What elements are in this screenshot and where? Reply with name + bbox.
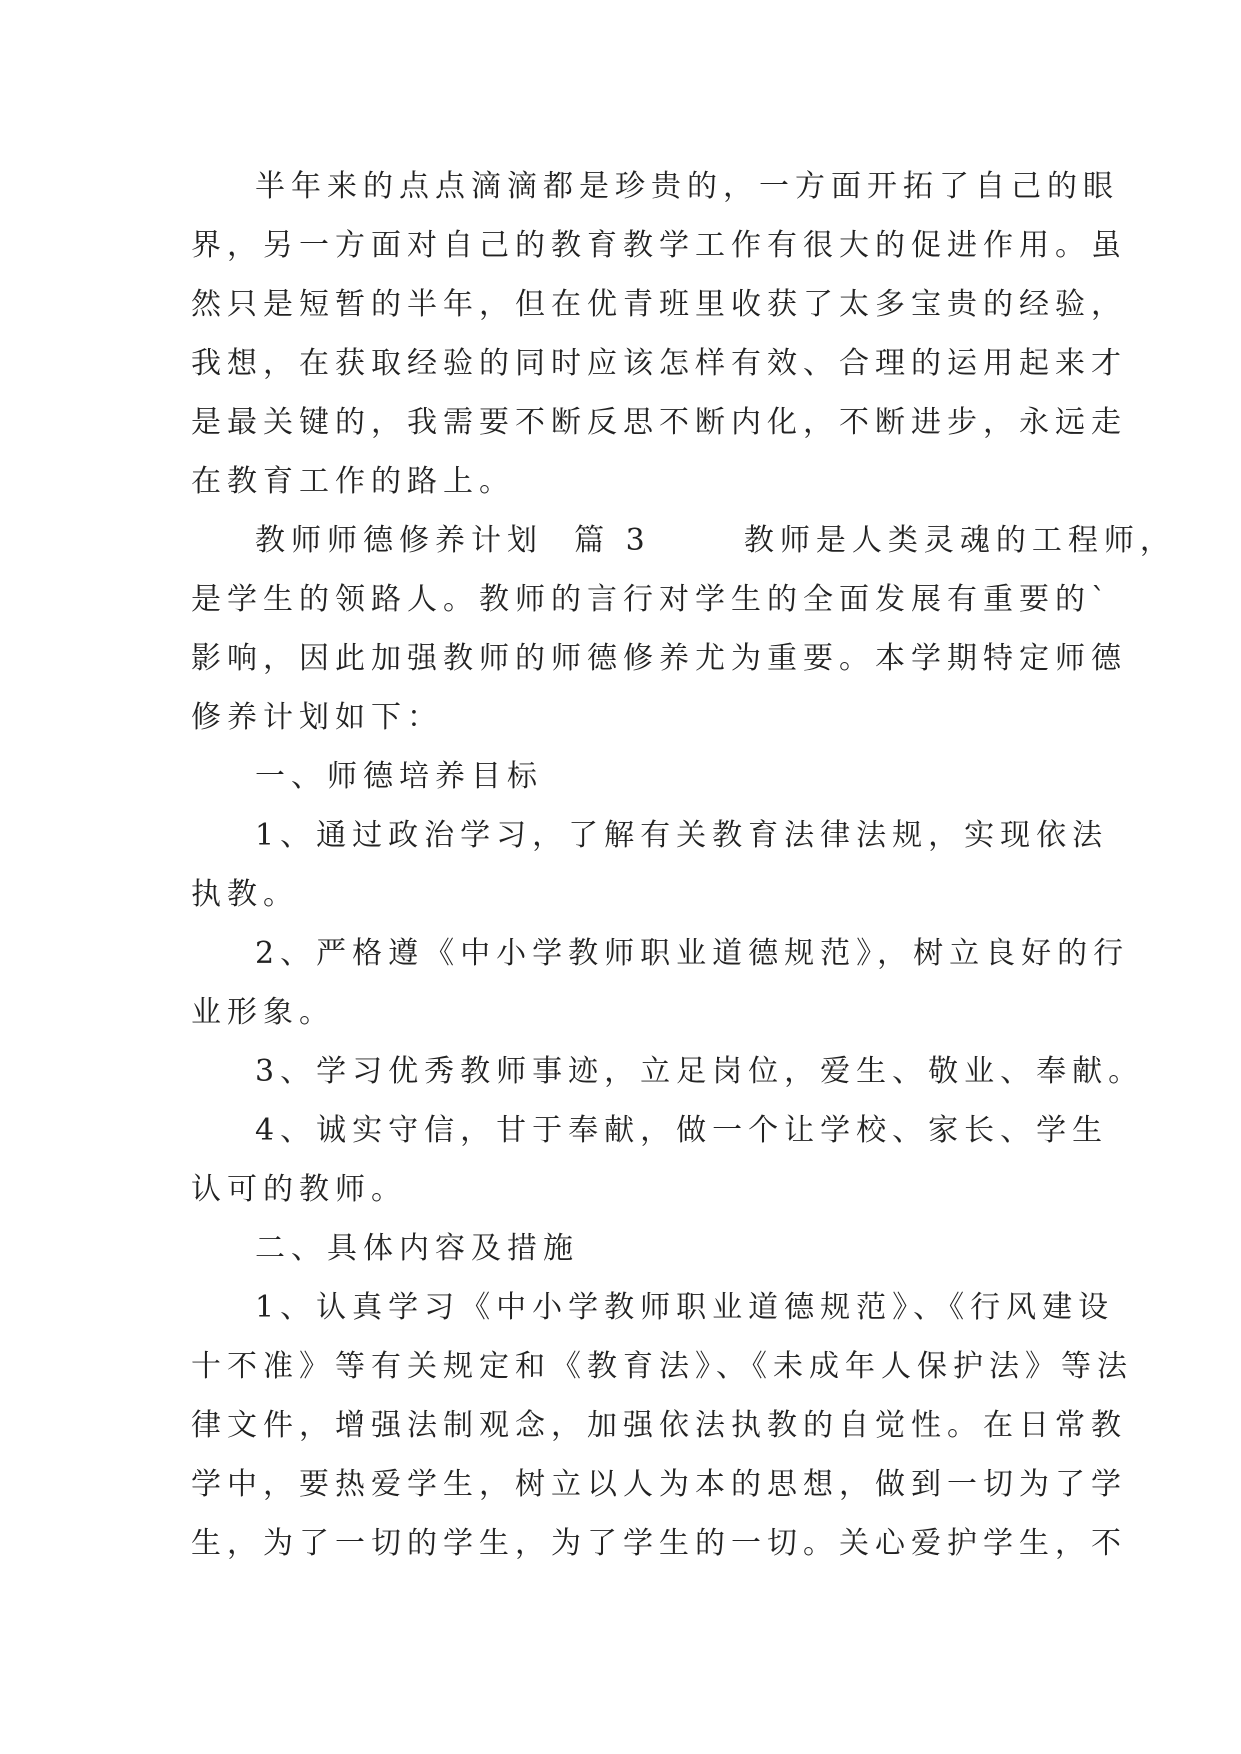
text-line: 生，为了一切的学生，为了学生的一切。关心爱护学生，不 bbox=[191, 1526, 1127, 1561]
text-line: 我想，在获取经验的同时应该怎样有效、合理的运用起来才 bbox=[191, 346, 1127, 381]
list-item: 3、学习优秀教师事迹，立足岗位，爱生、敬业、奉献。 bbox=[255, 1054, 1145, 1089]
text-line: 半年来的点点滴滴都是珍贵的，一方面开拓了自己的眼 bbox=[255, 169, 1119, 204]
text-line: 是最关键的，我需要不断反思不断内化，不断进步，永远走 bbox=[191, 405, 1127, 440]
text-line: 执教。 bbox=[191, 877, 299, 912]
text-line: 修养计划如下： bbox=[191, 700, 443, 735]
list-item: 2、严格遵《中小学教师职业道德规范》，树立良好的行 bbox=[255, 936, 1130, 971]
section-heading: 二、具体内容及措施 bbox=[255, 1231, 579, 1266]
text-line: 界，另一方面对自己的教育教学工作有很大的促进作用。虽 bbox=[191, 228, 1127, 263]
section-heading: 一、师德培养目标 bbox=[255, 759, 543, 794]
section-heading-line: 教师师德修养计划 篇 3 教师是人类灵魂的工程师， bbox=[255, 523, 1176, 558]
text-line: 认可的教师。 bbox=[191, 1172, 407, 1207]
text-line: 学中，要热爱学生，树立以人为本的思想，做到一切为了学 bbox=[191, 1467, 1127, 1502]
text-line: 然只是短暂的半年，但在优青班里收获了太多宝贵的经验， bbox=[191, 287, 1127, 322]
list-item: 1、认真学习《中小学教师职业道德规范》、《行风建设 bbox=[255, 1290, 1115, 1325]
text-line: 律文件，增强法制观念，加强依法执教的自觉性。在日常教 bbox=[191, 1408, 1127, 1443]
document-body bbox=[191, 157, 1176, 1573]
text-line: 业形象。 bbox=[191, 995, 335, 1030]
list-item: 1、通过政治学习，了解有关教育法律法规，实现依法 bbox=[255, 818, 1109, 853]
text-line: 十不准》等有关规定和《教育法》、《未成年人保护法》等法 bbox=[191, 1349, 1133, 1384]
text-line: 是学生的领路人。教师的言行对学生的全面发展有重要的` bbox=[191, 582, 1112, 617]
text-line: 影响，因此加强教师的师德修养尤为重要。本学期特定师德 bbox=[191, 641, 1127, 676]
list-item: 4、诚实守信，甘于奉献，做一个让学校、家长、学生 bbox=[255, 1113, 1109, 1148]
text-line: 在教育工作的路上。 bbox=[191, 464, 515, 499]
